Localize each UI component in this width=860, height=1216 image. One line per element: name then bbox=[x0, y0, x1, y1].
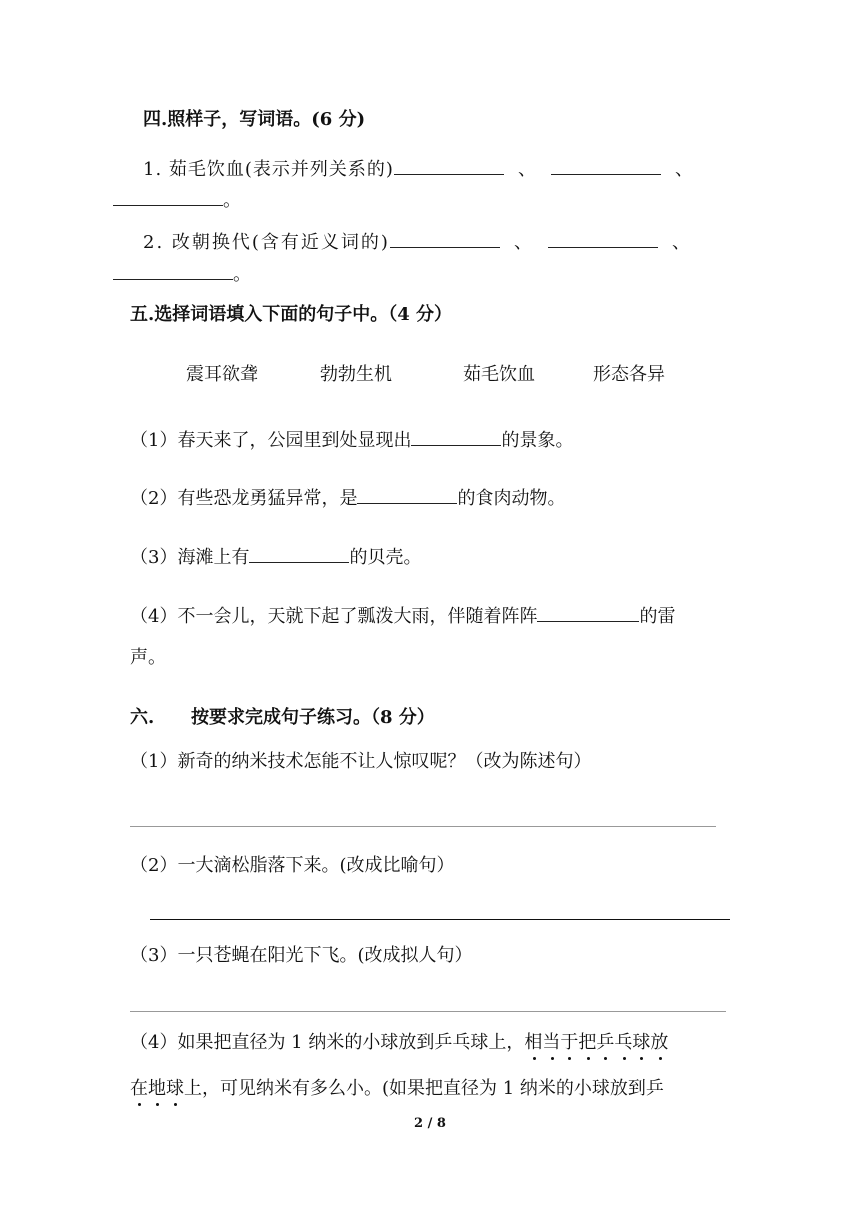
separator: 、 bbox=[674, 159, 694, 180]
section-4-heading: 四.照样子，写词语。(6 分) bbox=[143, 109, 366, 130]
emphasis-dot bbox=[174, 1103, 177, 1106]
answer-blank[interactable] bbox=[390, 229, 500, 248]
emphasis-dot bbox=[568, 1057, 571, 1060]
question-6-4-cont bbox=[130, 1080, 664, 1098]
answer-blank[interactable] bbox=[411, 427, 501, 446]
answer-blank[interactable] bbox=[537, 603, 639, 622]
section-6-heading: 按要求完成句子练习。（8 分） bbox=[191, 707, 435, 728]
question-6-4-text: （4）如果把直径为 1 纳米的小球放到乒乓球上， bbox=[130, 1032, 525, 1053]
section-6-heading-number: 六. bbox=[130, 707, 155, 728]
emphasized-text bbox=[130, 1078, 184, 1099]
question-4-1 bbox=[143, 156, 694, 179]
question-6-4 bbox=[130, 1034, 668, 1052]
emphasized-phrase: 相当于把乒乓球放 bbox=[524, 1032, 669, 1053]
question-6-1: （1）新奇的纳米技术怎能不让人惊叹呢？（改为陈述句） bbox=[130, 751, 592, 772]
question-4-2 bbox=[143, 229, 692, 252]
answer-line[interactable] bbox=[130, 826, 716, 827]
question-4-2-prompt: 2. 改朝换代(含有近义词的) bbox=[143, 232, 390, 253]
question-6-3: （3）一只苍蝇在阳光下飞。(改成拟人句） bbox=[130, 945, 473, 966]
question-5-4-text: （4）不一会儿，天就下起了瓢泼大雨，伴随着阵阵 bbox=[130, 606, 538, 627]
separator: 、 bbox=[513, 232, 534, 253]
answer-line[interactable] bbox=[150, 919, 730, 920]
word-bank-item: 茹毛饮血 bbox=[463, 364, 535, 385]
question-5-1 bbox=[130, 427, 573, 450]
emphasis-dot bbox=[604, 1057, 607, 1060]
answer-blank[interactable] bbox=[113, 261, 233, 280]
emphasis-dot bbox=[138, 1103, 141, 1106]
period: 。 bbox=[223, 190, 241, 211]
question-5-2-text: （2）有些恐龙勇猛异常，是 bbox=[130, 488, 358, 509]
word-bank-item: 震耳欲聋 bbox=[186, 364, 258, 385]
emphasis-dot bbox=[640, 1057, 643, 1060]
question-5-3 bbox=[130, 544, 421, 567]
page-number: 2 / 8 bbox=[414, 1116, 446, 1131]
question-4-2-cont bbox=[113, 261, 251, 284]
question-5-4-cont: 声。 bbox=[130, 647, 166, 668]
question-5-2 bbox=[130, 485, 565, 508]
question-5-2-text-end: 的食肉动物。 bbox=[457, 488, 566, 509]
question-4-1-prompt: 1. 茹毛饮血(表示并列关系的) bbox=[143, 159, 394, 180]
emphasis-dot bbox=[587, 1057, 590, 1060]
section-5-heading: 五.选择词语填入下面的句子中。（4 分） bbox=[130, 304, 453, 325]
emphasis-dot bbox=[551, 1057, 554, 1060]
emphasis-dot bbox=[533, 1057, 536, 1060]
emphasized-text bbox=[524, 1032, 668, 1053]
answer-line[interactable] bbox=[130, 1011, 726, 1012]
answer-blank[interactable] bbox=[394, 156, 504, 175]
separator: 、 bbox=[671, 232, 692, 253]
question-5-4 bbox=[130, 603, 675, 626]
answer-blank[interactable] bbox=[249, 544, 349, 563]
word-bank-item: 形态各异 bbox=[593, 364, 665, 385]
answer-blank[interactable] bbox=[548, 229, 658, 248]
answer-blank[interactable] bbox=[113, 187, 223, 206]
question-5-1-text-end: 的景象。 bbox=[501, 430, 574, 451]
emphasis-dot bbox=[156, 1103, 159, 1106]
separator: 、 bbox=[517, 159, 537, 180]
emphasized-phrase: 在地球 bbox=[130, 1078, 184, 1099]
question-5-3-text: （3）海滩上有 bbox=[130, 547, 250, 568]
question-5-4-text-end: 的雷 bbox=[639, 606, 676, 627]
period: 。 bbox=[233, 264, 251, 285]
question-4-1-cont bbox=[113, 187, 241, 210]
answer-blank[interactable] bbox=[551, 156, 661, 175]
question-6-4-text-cont: 上，可见纳米有多么小。(如果把直径为 1 纳米的小球放到乒 bbox=[184, 1078, 664, 1099]
question-5-1-text: （1）春天来了，公园里到处显现出 bbox=[130, 430, 412, 451]
question-6-2: （2）一大滴松脂落下来。(改成比喻句） bbox=[130, 855, 455, 876]
word-bank-item: 勃勃生机 bbox=[320, 364, 392, 385]
emphasis-dot bbox=[623, 1057, 626, 1060]
question-5-3-text-end: 的贝壳。 bbox=[349, 547, 422, 568]
emphasis-dot bbox=[659, 1057, 662, 1060]
answer-blank[interactable] bbox=[357, 485, 457, 504]
